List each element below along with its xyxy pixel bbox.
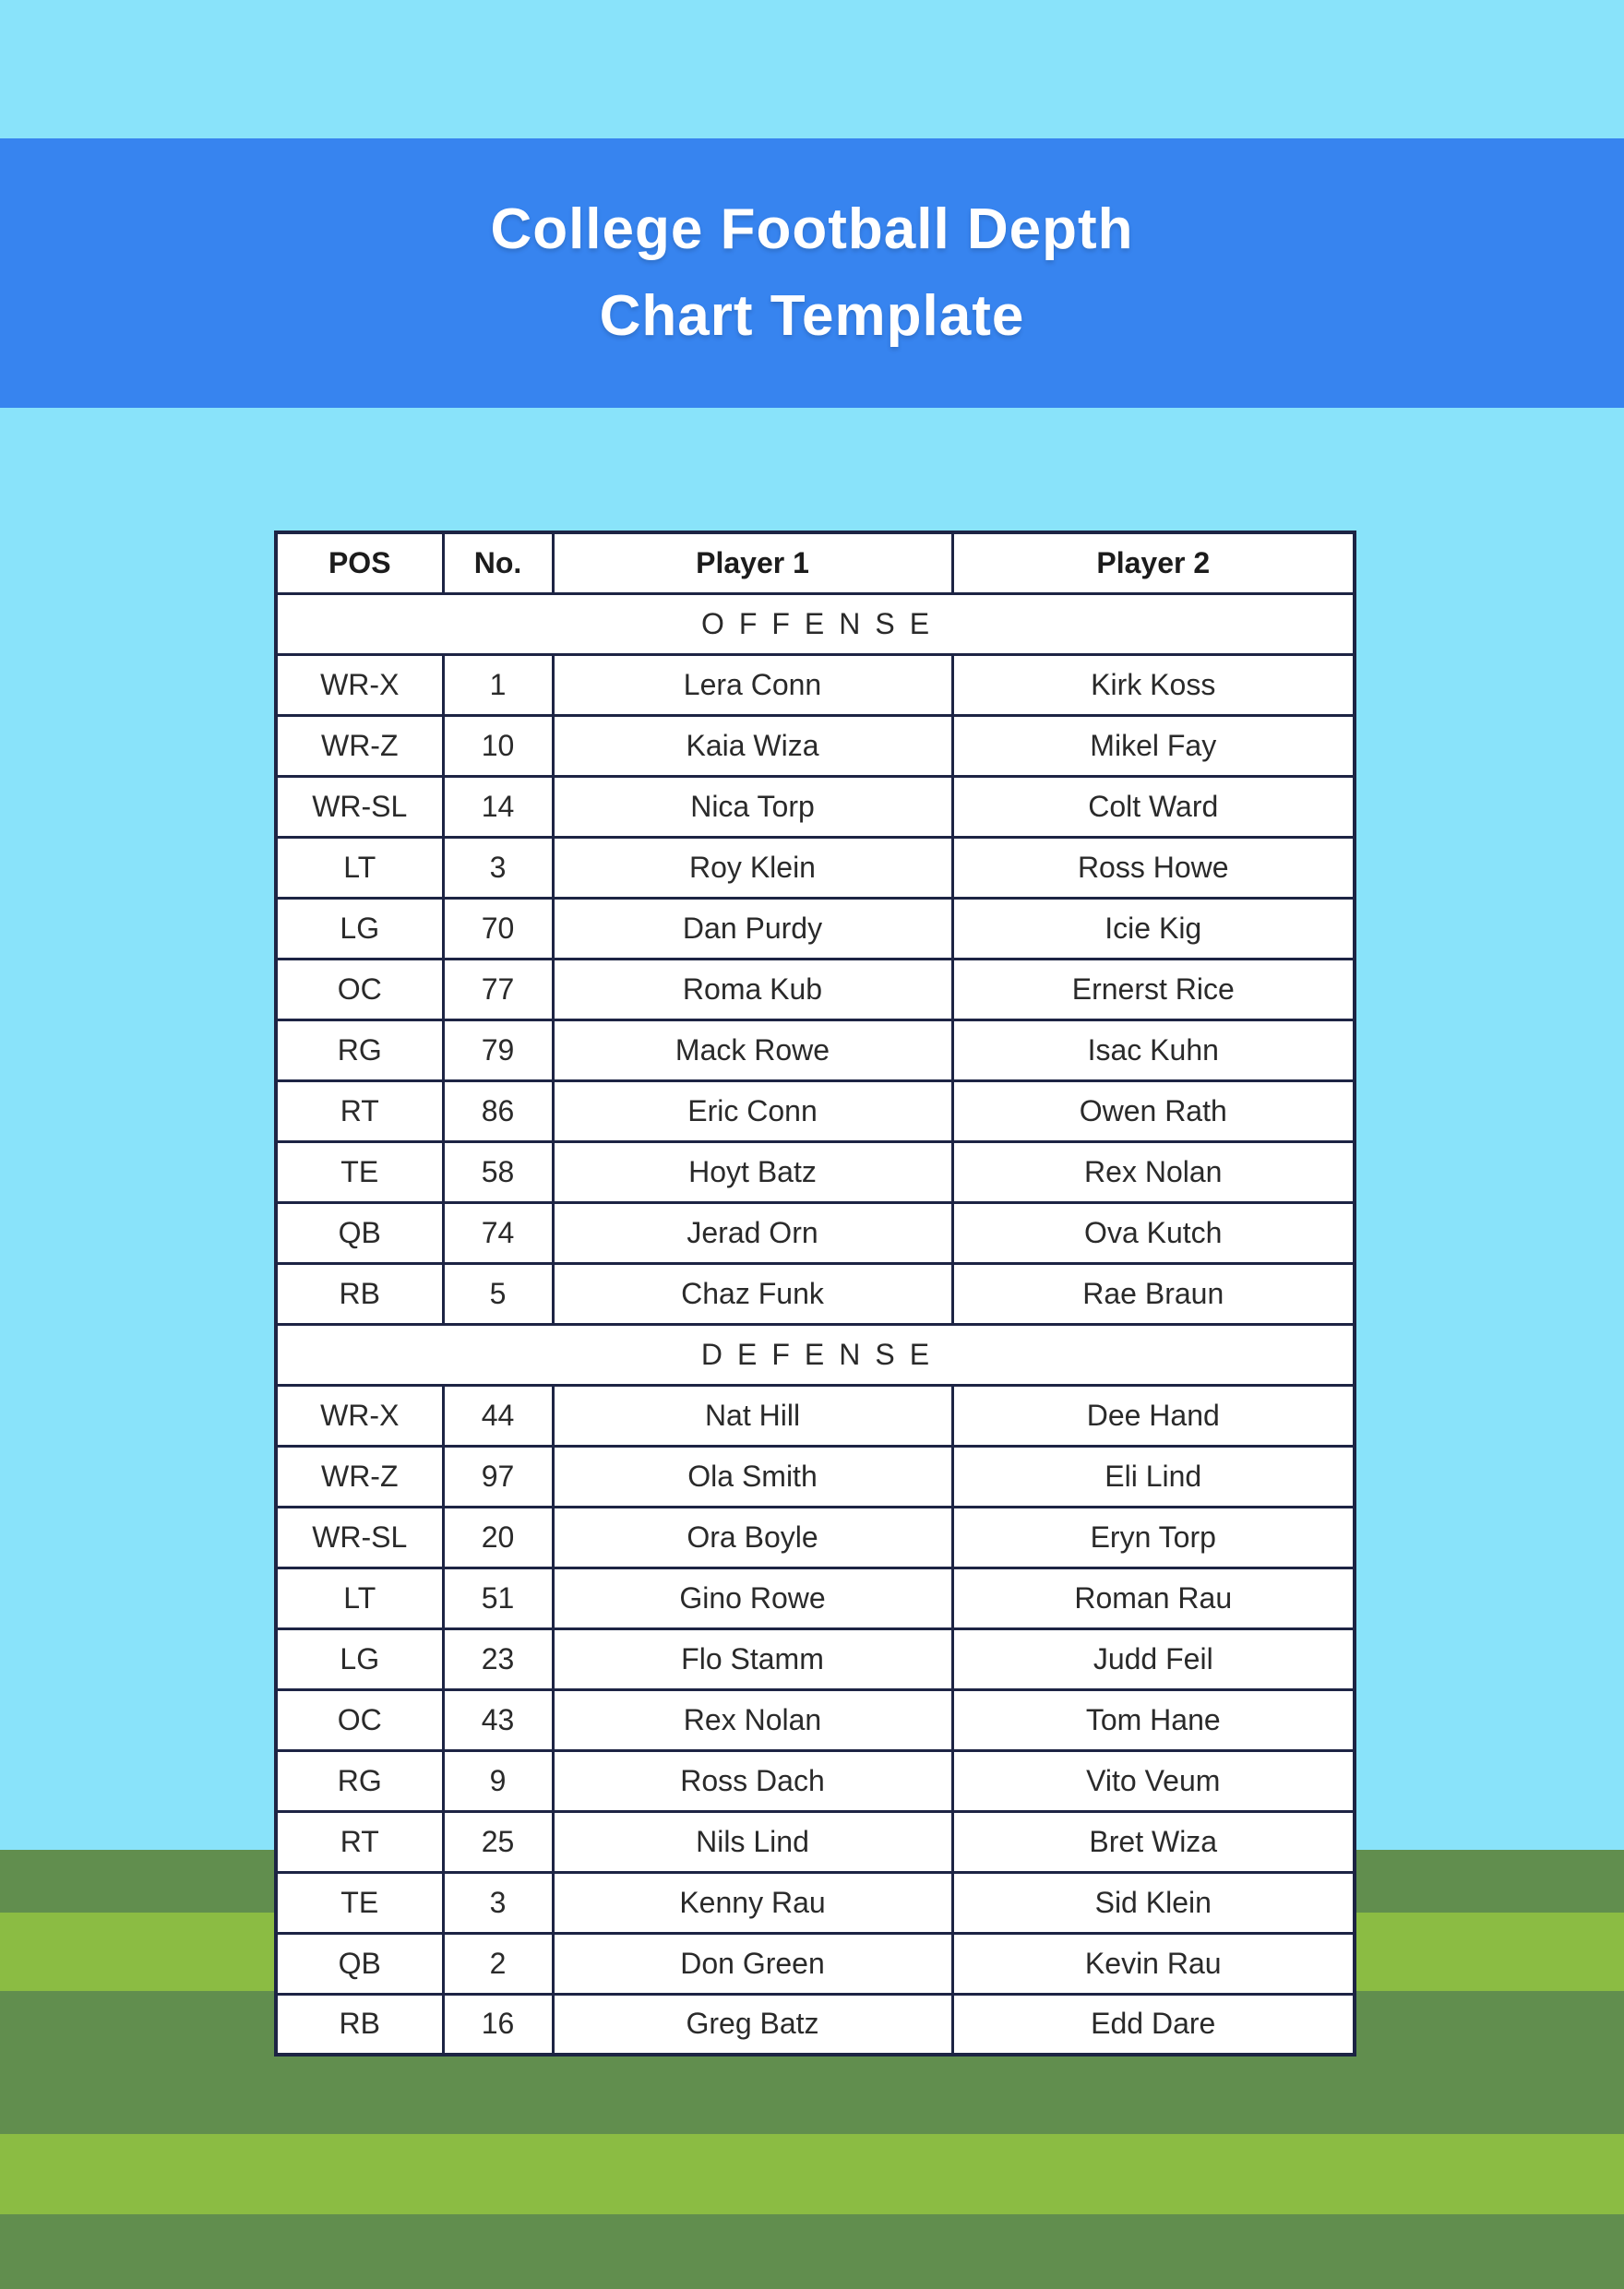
number-cell: 97 <box>443 1446 553 1507</box>
player2-cell: Vito Veum <box>952 1750 1355 1811</box>
player1-cell: Jerad Orn <box>553 1202 952 1263</box>
player2-cell: Kirk Koss <box>952 654 1355 715</box>
section-label-offense: OFFENSE <box>276 593 1355 654</box>
player2-cell: Sid Klein <box>952 1872 1355 1933</box>
player1-cell: Rex Nolan <box>553 1689 952 1750</box>
table-row <box>276 1689 1355 1750</box>
defense-rows <box>276 1385 1355 2055</box>
player1-cell: Ola Smith <box>553 1446 952 1507</box>
player1-cell: Kenny Rau <box>553 1872 952 1933</box>
table-row <box>276 1628 1355 1689</box>
player1-cell: Gino Rowe <box>553 1568 952 1628</box>
table-row <box>276 1568 1355 1628</box>
pos-cell: OC <box>276 1689 443 1750</box>
player2-cell: Kevin Rau <box>952 1933 1355 1994</box>
player1-cell: Ora Boyle <box>553 1507 952 1568</box>
player1-cell: Nat Hill <box>553 1385 952 1446</box>
player1-cell: Nica Torp <box>553 776 952 837</box>
number-cell: 23 <box>443 1628 553 1689</box>
pos-cell: OC <box>276 959 443 1019</box>
page-title-line-2: Chart Template <box>599 284 1025 348</box>
offense-rows <box>276 654 1355 1324</box>
number-cell: 79 <box>443 1019 553 1080</box>
player2-cell: Ernerst Rice <box>952 959 1355 1019</box>
table-row <box>276 959 1355 1019</box>
number-cell: 77 <box>443 959 553 1019</box>
number-cell: 10 <box>443 715 553 776</box>
player1-cell: Greg Batz <box>553 1994 952 2055</box>
player2-cell: Dee Hand <box>952 1385 1355 1446</box>
player2-cell: Ova Kutch <box>952 1202 1355 1263</box>
pos-cell: WR-Z <box>276 715 443 776</box>
pos-cell: RT <box>276 1080 443 1141</box>
pos-cell: WR-SL <box>276 776 443 837</box>
section-label-defense: DEFENSE <box>276 1324 1355 1385</box>
number-cell: 5 <box>443 1263 553 1324</box>
player2-cell: Eryn Torp <box>952 1507 1355 1568</box>
column-header-pos: POS <box>276 532 443 593</box>
table-row <box>276 898 1355 959</box>
player2-cell: Mikel Fay <box>952 715 1355 776</box>
table-row <box>276 1019 1355 1080</box>
table-row <box>276 1994 1355 2055</box>
pos-cell: TE <box>276 1872 443 1933</box>
player2-cell: Owen Rath <box>952 1080 1355 1141</box>
number-cell: 51 <box>443 1568 553 1628</box>
pos-cell: RB <box>276 1263 443 1324</box>
table-row <box>276 837 1355 898</box>
player2-cell: Isac Kuhn <box>952 1019 1355 1080</box>
player2-cell: Tom Hane <box>952 1689 1355 1750</box>
number-cell: 43 <box>443 1689 553 1750</box>
player2-cell: Rae Braun <box>952 1263 1355 1324</box>
pos-cell: RG <box>276 1750 443 1811</box>
pos-cell: QB <box>276 1933 443 1994</box>
player1-cell: Ross Dach <box>553 1750 952 1811</box>
player2-cell: Roman Rau <box>952 1568 1355 1628</box>
pos-cell: WR-SL <box>276 1507 443 1568</box>
table-row <box>276 776 1355 837</box>
number-cell: 25 <box>443 1811 553 1872</box>
table-row <box>276 1507 1355 1568</box>
depth-chart-table <box>274 531 1356 2057</box>
number-cell: 1 <box>443 654 553 715</box>
column-header-no: No. <box>443 532 553 593</box>
section-header-offense <box>276 593 1355 654</box>
number-cell: 16 <box>443 1994 553 2055</box>
player2-cell: Edd Dare <box>952 1994 1355 2055</box>
number-cell: 9 <box>443 1750 553 1811</box>
player2-cell: Ross Howe <box>952 837 1355 898</box>
number-cell: 44 <box>443 1385 553 1446</box>
player1-cell: Lera Conn <box>553 654 952 715</box>
player2-cell: Bret Wiza <box>952 1811 1355 1872</box>
player1-cell: Roy Klein <box>553 837 952 898</box>
table-row <box>276 654 1355 715</box>
title-banner <box>0 138 1624 408</box>
table-row <box>276 715 1355 776</box>
player2-cell: Judd Feil <box>952 1628 1355 1689</box>
table-row <box>276 1385 1355 1446</box>
player1-cell: Chaz Funk <box>553 1263 952 1324</box>
pos-cell: WR-Z <box>276 1446 443 1507</box>
player1-cell: Flo Stamm <box>553 1628 952 1689</box>
number-cell: 2 <box>443 1933 553 1994</box>
table-header-row <box>276 532 1355 593</box>
pos-cell: WR-X <box>276 654 443 715</box>
section-header-defense <box>276 1324 1355 1385</box>
pos-cell: LT <box>276 1568 443 1628</box>
number-cell: 20 <box>443 1507 553 1568</box>
table-row <box>276 1141 1355 1202</box>
player1-cell: Kaia Wiza <box>553 715 952 776</box>
player2-cell: Colt Ward <box>952 776 1355 837</box>
pos-cell: QB <box>276 1202 443 1263</box>
number-cell: 58 <box>443 1141 553 1202</box>
field-stripe-light-2 <box>0 2134 1624 2214</box>
number-cell: 74 <box>443 1202 553 1263</box>
pos-cell: LG <box>276 898 443 959</box>
table-row <box>276 1202 1355 1263</box>
pos-cell: LT <box>276 837 443 898</box>
pos-cell: TE <box>276 1141 443 1202</box>
player2-cell: Icie Kig <box>952 898 1355 959</box>
table-row <box>276 1933 1355 1994</box>
player1-cell: Hoyt Batz <box>553 1141 952 1202</box>
pos-cell: WR-X <box>276 1385 443 1446</box>
column-header-player2: Player 2 <box>952 532 1355 593</box>
page-title-line-1: College Football Depth <box>490 197 1134 261</box>
table-row <box>276 1446 1355 1507</box>
number-cell: 3 <box>443 1872 553 1933</box>
pos-cell: RG <box>276 1019 443 1080</box>
table-row <box>276 1263 1355 1324</box>
player2-cell: Eli Lind <box>952 1446 1355 1507</box>
player1-cell: Roma Kub <box>553 959 952 1019</box>
table-row <box>276 1750 1355 1811</box>
player2-cell: Rex Nolan <box>952 1141 1355 1202</box>
player1-cell: Nils Lind <box>553 1811 952 1872</box>
pos-cell: RT <box>276 1811 443 1872</box>
player1-cell: Eric Conn <box>553 1080 952 1141</box>
table-row <box>276 1080 1355 1141</box>
table-row <box>276 1872 1355 1933</box>
pos-cell: RB <box>276 1994 443 2055</box>
pos-cell: LG <box>276 1628 443 1689</box>
number-cell: 3 <box>443 837 553 898</box>
player1-cell: Don Green <box>553 1933 952 1994</box>
number-cell: 70 <box>443 898 553 959</box>
number-cell: 86 <box>443 1080 553 1141</box>
number-cell: 14 <box>443 776 553 837</box>
player1-cell: Dan Purdy <box>553 898 952 959</box>
player1-cell: Mack Rowe <box>553 1019 952 1080</box>
table-row <box>276 1811 1355 1872</box>
column-header-player1: Player 1 <box>553 532 952 593</box>
